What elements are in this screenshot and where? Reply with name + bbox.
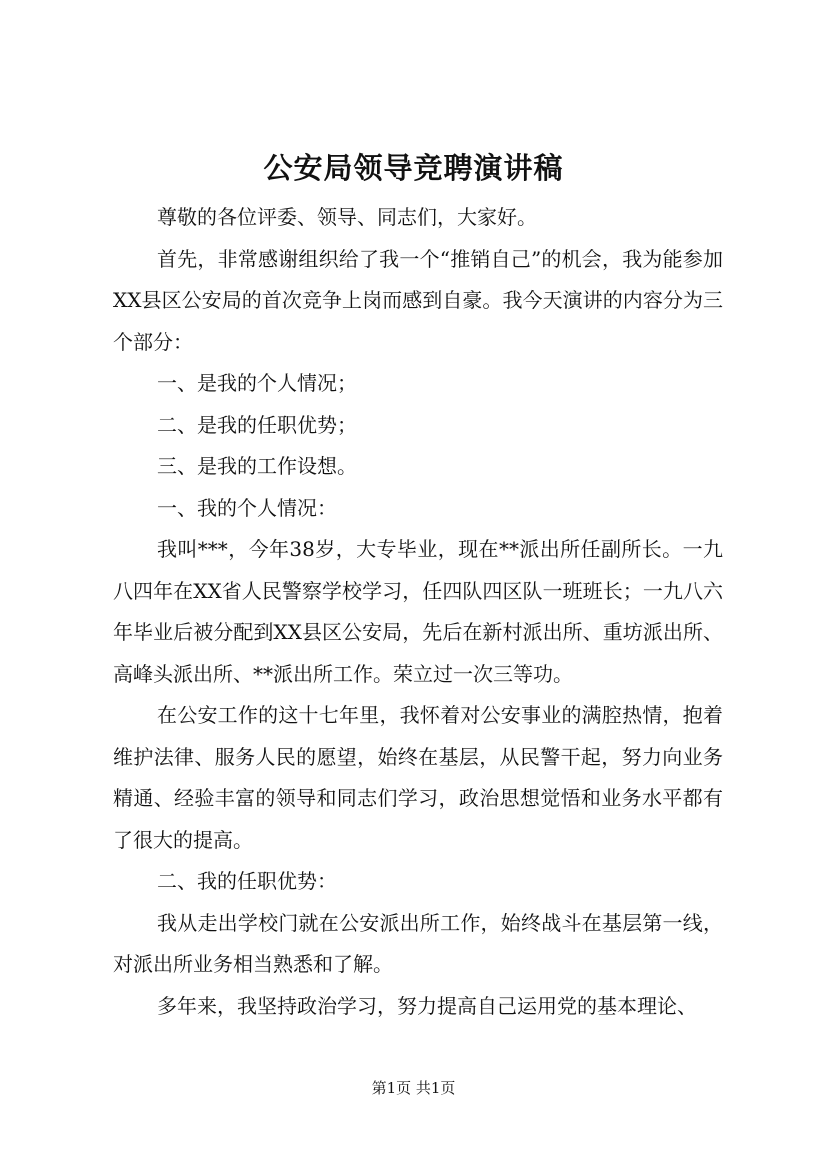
document-title: 公安局领导竞聘演讲稿 xyxy=(263,151,564,185)
page-footer: 第1页 共1页 xyxy=(371,1079,456,1097)
section-heading-personal: 一、我的个人情况： xyxy=(157,495,337,520)
paragraph-part-three: 三、是我的工作设想。 xyxy=(157,454,357,478)
paragraph-advantages: 我从走出学校门就在公安派出所工作，始终战斗在基层第一线，对派出所业务相当熟悉和了解。 xyxy=(113,910,723,976)
paragraph-personal-info: 我叫***，今年38岁，大专毕业，现在**派出所任副所长。一九八四年在XX省人民警察学校学习，任四队四区队一班班长；一九八六年毕业后被分配到XX县区公安局，先后在新村派出所、重坊派出所、高峰头派出所、**派出所工作。荣立过一次三等功。 xyxy=(113,537,723,686)
paragraph-part-two: 二、是我的任职优势； xyxy=(157,412,357,437)
document-body xyxy=(113,197,723,1027)
paragraph-experience: 在公安工作的这十七年里，我怀着对公安事业的满腔热情，抱着维护法律、服务人民的愿望，始终在基层，从民警干起，努力向业务精通、经验丰富的领导和同志们学习，政治思想觉悟和业务水平都有了很大的提高。 xyxy=(113,703,723,852)
paragraph-part-one: 一、是我的个人情况； xyxy=(157,371,357,395)
paragraph-study: 多年来，我坚持政治学习，努力提高自己运用党的基本理论、 xyxy=(157,993,697,1018)
section-heading-advantages: 二、我的任职优势： xyxy=(157,869,337,893)
paragraph-intro: 首先，非常感谢组织给了我一个“推销自己”的机会，我为能参加XX县区公安局的首次竞争上岗而感到自豪。我今天演讲的内容分为三个部分： xyxy=(113,246,723,354)
paragraph-greeting: 尊敬的各位评委、领导、同志们，大家好。 xyxy=(157,205,537,229)
